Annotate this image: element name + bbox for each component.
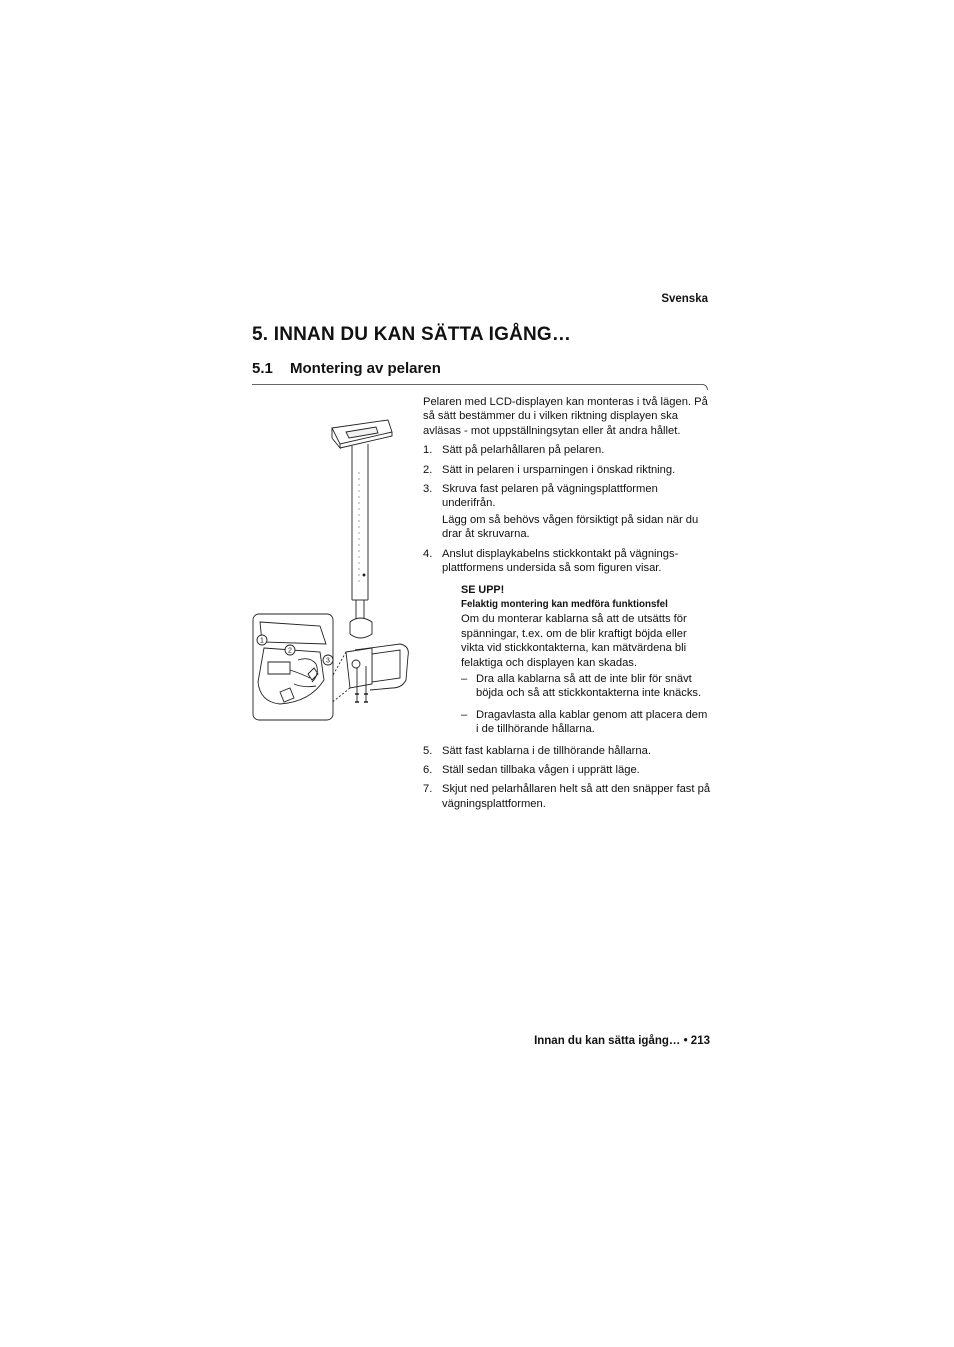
steps-list-continued xyxy=(423,744,711,812)
step-number: 7. xyxy=(423,783,433,796)
step-text: Sätt på pelarhållaren på pelaren. xyxy=(442,444,605,457)
section-heading xyxy=(252,324,571,346)
warning-item xyxy=(461,708,711,737)
dash-marker: – xyxy=(461,708,468,721)
steps-list xyxy=(423,443,711,575)
step-number: 1. xyxy=(423,444,433,457)
step-item xyxy=(423,782,711,811)
step-number: 3. xyxy=(423,483,433,496)
step-text: Skjut ned pelarhållaren helt så att den snäpper fast på vägningsplattformen. xyxy=(442,783,711,810)
step-item xyxy=(423,763,711,777)
step-text: Anslut displaykabelns stickkontakt på vägnings-plattformens undersida så som figuren visar. xyxy=(442,547,679,575)
step-number: 5. xyxy=(423,744,433,757)
subsection-title: Montering av pelaren xyxy=(290,360,441,377)
intro-paragraph: Pelaren med LCD-displayen kan monteras i två lägen. På så sätt bestämmer du i vilken riktning displayen ska avläsas - mot uppställningsytan eller åt andra hållet. xyxy=(423,396,708,437)
step-item xyxy=(423,463,711,477)
step-item xyxy=(423,443,711,457)
instructions-column xyxy=(423,395,711,816)
warning-box xyxy=(461,583,711,736)
step-note: Lägg om så behövs vågen försiktigt på sidan när du drar åt skruvarna. xyxy=(442,513,699,541)
callout-1: 1 xyxy=(260,637,264,645)
step-item xyxy=(423,547,711,576)
step-text: Sätt in pelaren i ursparningen i önskad riktning. xyxy=(442,463,676,476)
language-label: Svenska xyxy=(661,293,708,305)
step-item xyxy=(423,482,711,542)
warning-title: SE UPP! xyxy=(461,584,505,597)
step-number: 4. xyxy=(423,547,433,560)
section-number: 5. xyxy=(252,324,269,345)
step-text: Sätt fast kablarna i de tillhörande hållarna. xyxy=(442,744,651,757)
warning-item-text: Dragavlasta alla kablar genom att placera dem i de tillhörande hållarna. xyxy=(476,708,708,736)
step-number: 2. xyxy=(423,463,433,476)
section-title: INNAN DU KAN SÄTTA IGÅNG… xyxy=(273,324,572,345)
pillar-mounting-illustration xyxy=(250,412,415,722)
dash-marker: – xyxy=(461,672,468,685)
warning-body: Om du monterar kablarna så att de utsätts för spänningar, t.ex. om de blir kraftigt böjda eller vikta vid stickkontakterna, kan mätvärdena bli felaktiga och displayen kan skadas. xyxy=(461,613,687,669)
step-text: Skruva fast pelaren på vägningsplattformen underifrån. xyxy=(442,483,658,510)
warning-item xyxy=(461,672,711,701)
callout-3: 3 xyxy=(326,657,330,665)
warning-subtitle: Felaktig montering kan medföra funktionsfel xyxy=(461,598,668,610)
step-number: 6. xyxy=(423,763,433,776)
subsection-number: 5.1 xyxy=(252,360,273,377)
page-footer: Innan du kan sätta igång… • 213 xyxy=(534,1035,710,1047)
callout-2: 2 xyxy=(288,647,292,655)
subsection-heading xyxy=(252,360,441,377)
step-item xyxy=(423,744,711,758)
warning-item-text: Dra alla kablarna så att de inte blir för snävt böjda och så att stickkontakterna inte knäcks. xyxy=(476,672,702,700)
step-text: Ställ sedan tillbaka vågen i upprätt läge. xyxy=(442,763,640,776)
